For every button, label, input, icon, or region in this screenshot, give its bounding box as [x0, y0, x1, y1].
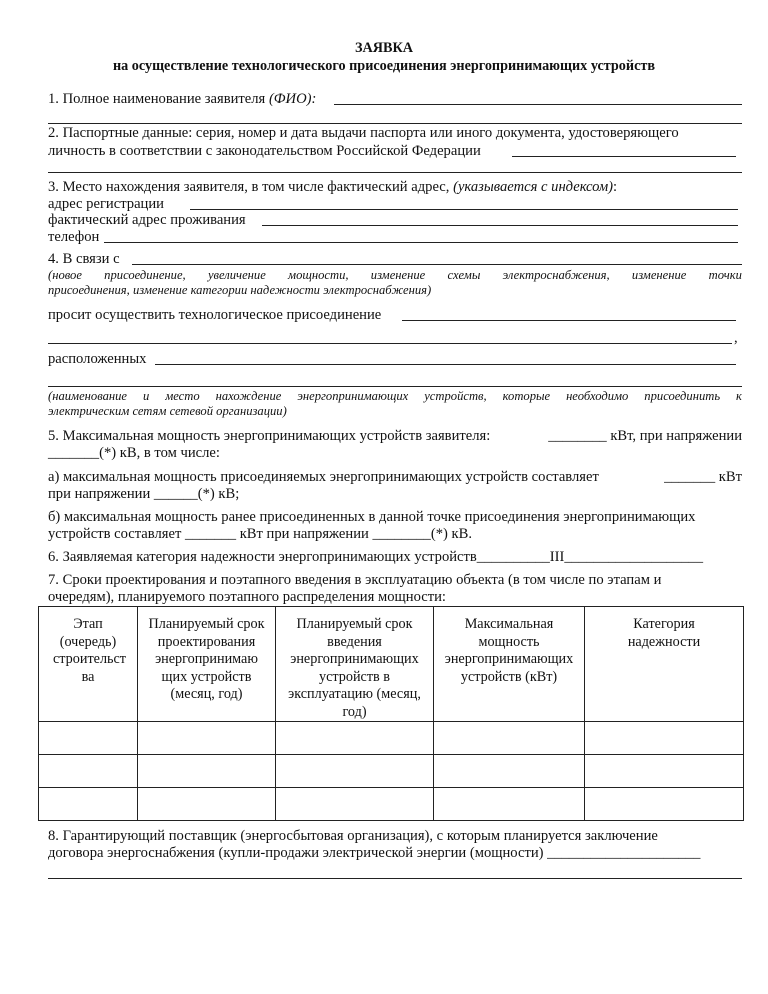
full-name-field[interactable]: [334, 104, 742, 105]
table-cell[interactable]: [585, 755, 744, 788]
header-max-power: Максимальная мощность энергопринимающих устройств (кВт): [434, 607, 585, 722]
phone-field[interactable]: [104, 242, 738, 243]
location-note-2: электрическим сетям сетевой организации): [48, 404, 287, 418]
table-cell[interactable]: [434, 755, 585, 788]
new-power-field[interactable]: _______ кВт: [664, 469, 742, 485]
phone-label: телефон: [48, 229, 100, 245]
table-cell[interactable]: [276, 755, 434, 788]
table-cell[interactable]: [434, 788, 585, 821]
section-6-text: 6. Заявляемая категория надежности энергопринимающих устройств__________III___________________: [48, 549, 703, 565]
location-field[interactable]: [155, 364, 736, 365]
section-5b-line-1: б) максимальная мощность ранее присоединенных в данной точке присоединения энергопринимающих: [48, 509, 696, 525]
table-cell[interactable]: [39, 755, 138, 788]
section-3-label: 3. Место нахождения заявителя, в том числе фактический адрес, (указывается с индексом):: [48, 179, 618, 195]
table-cell[interactable]: [434, 722, 585, 755]
section-5-line-1: 5. Максимальная мощность энергопринимающих устройств заявителя: ________ кВт, при напряжении: [48, 428, 742, 444]
table-cell[interactable]: [138, 788, 276, 821]
max-power-field[interactable]: ________ кВт, при напряжении: [548, 428, 742, 444]
reason-note-1: (новое присоединение, увеличение мощности, изменение схемы электроснабжения, изменение точки: [48, 268, 742, 282]
request-text: просит осуществить технологическое присоединение: [48, 307, 382, 323]
section-4-label: 4. В связи с: [48, 251, 120, 267]
located-label: расположенных: [48, 351, 147, 367]
table-cell[interactable]: [585, 722, 744, 755]
location-note-1: (наименование и место нахождение энергопринимающих устройств, которые необходимо присоединить к: [48, 389, 742, 403]
table-cell[interactable]: [585, 788, 744, 821]
table-cell[interactable]: [276, 722, 434, 755]
actual-address-field[interactable]: [262, 225, 738, 226]
table-cell[interactable]: [138, 722, 276, 755]
form-title: ЗАЯВКА: [355, 40, 413, 56]
section-2-line-1: [48, 124, 742, 142]
section-5a-line-1: а) максимальная мощность присоединяемых энергопринимающих устройств составляет _______ кВт: [48, 469, 742, 485]
header-stage: Этап (очередь) строительст ва: [39, 607, 138, 722]
table-row: [39, 722, 744, 755]
section-2-line-2: личность в соответствии с законодательством Российской Федерации: [48, 143, 481, 159]
section-2-text-1: 2. Паспортные данные: серия, номер и дата выдачи паспорта или иного документа, удостоверяющего: [48, 125, 679, 141]
schedule-table: [38, 606, 744, 821]
table-row: [39, 788, 744, 821]
section-8-line-2: договора энергоснабжения (купли-продажи электрической энергии (мощности) _____________________: [48, 845, 701, 861]
supplier-field-extra[interactable]: [48, 878, 742, 879]
table-cell[interactable]: [138, 755, 276, 788]
section-5-line-2: _______(*) кВ, в том числе:: [48, 445, 220, 461]
form-subtitle: на осуществление технологического присоединения энергопринимающих устройств: [112, 58, 656, 74]
section-1-label: 1. Полное наименование заявителя (ФИО):: [48, 91, 317, 107]
reason-field[interactable]: [132, 264, 742, 265]
section-8-line-1: 8. Гарантирующий поставщик (энергосбытовая организация), с которым планируется заключение: [48, 828, 658, 844]
connection-field[interactable]: [402, 320, 736, 321]
table-cell[interactable]: [276, 788, 434, 821]
table-cell[interactable]: [39, 788, 138, 821]
table-header-row: [39, 607, 744, 722]
table-row: [39, 755, 744, 788]
location-field-extra[interactable]: [48, 386, 742, 387]
passport-field-extra[interactable]: [48, 172, 742, 173]
section-1-italic: (ФИО):: [268, 91, 317, 107]
header-commissioning-term: Планируемый срок введения энергопринимающих устройств в эксплуатацию (месяц, год): [276, 607, 434, 722]
table-cell[interactable]: [39, 722, 138, 755]
header-reliability-category: Категория надежности: [585, 607, 744, 722]
header-design-term: Планируемый срок проектирования энергопринимаю щих устройств (месяц, год): [138, 607, 276, 722]
section-5a-line-2: при напряжении ______(*) кВ;: [48, 486, 240, 502]
registration-address-label: адрес регистрации: [48, 196, 164, 212]
actual-address-label: фактический адрес проживания: [48, 212, 246, 228]
connection-comma: ,: [734, 330, 738, 346]
section-3-italic: (указывается с индексом): [453, 179, 614, 195]
connection-field-extra[interactable]: [48, 343, 732, 344]
section-5b-line-2: устройств составляет _______ кВт при напряжении ________(*) кВ.: [48, 526, 472, 542]
section-7-line-2: очередям), планируемого поэтапного распределения мощности:: [48, 589, 446, 605]
passport-field[interactable]: [512, 156, 736, 157]
reason-note-2: присоединения, изменение категории надежности электроснабжения): [48, 283, 432, 297]
registration-address-field[interactable]: [190, 209, 738, 210]
section-7-line-1: 7. Сроки проектирования и поэтапного введения в эксплуатацию объекта (в том числе по этапам и: [48, 572, 662, 588]
